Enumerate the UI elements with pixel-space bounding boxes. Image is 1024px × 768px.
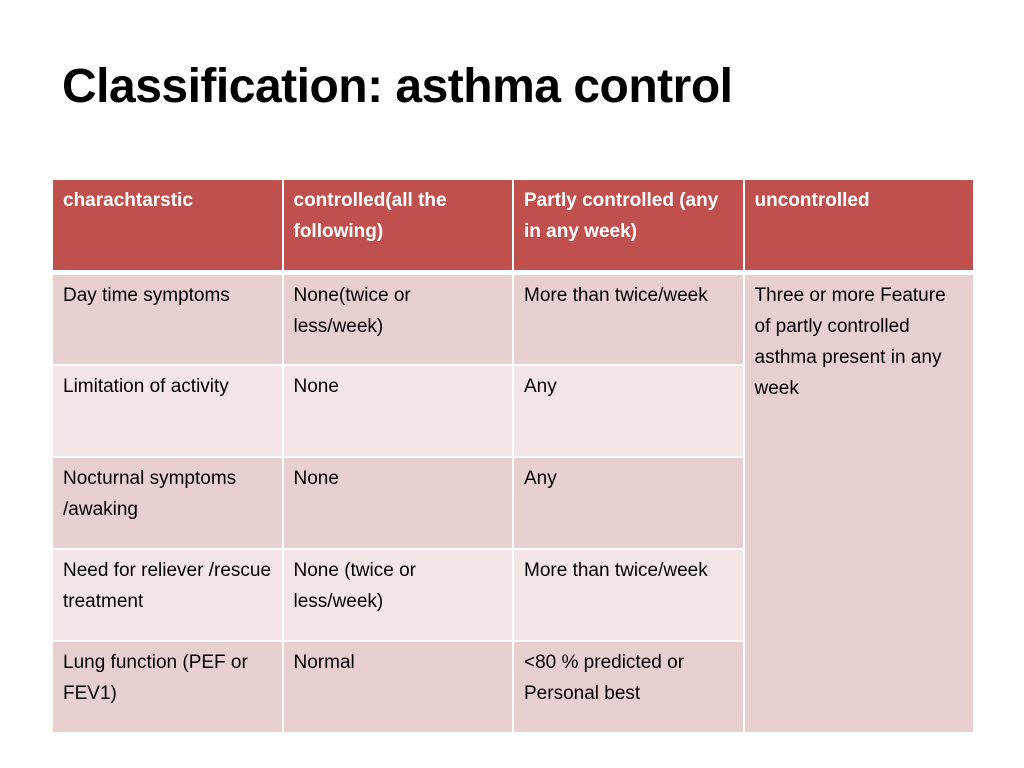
- header-characteristic: charachtarstic: [52, 179, 283, 273]
- cell-partly-controlled: Any: [513, 365, 744, 457]
- asthma-control-table: [51, 178, 975, 734]
- cell-characteristic: Need for reliever /rescue treatment: [52, 549, 283, 641]
- cell-controlled: None: [283, 365, 514, 457]
- cell-characteristic: Nocturnal symptoms /awaking: [52, 457, 283, 549]
- table-row: [52, 273, 974, 365]
- cell-controlled: None (twice or less/week): [283, 549, 514, 641]
- cell-controlled: Normal: [283, 641, 514, 733]
- cell-uncontrolled: Three or more Feature of partly controlled asthma present in any week: [744, 273, 975, 733]
- table-header-row: [52, 179, 974, 273]
- header-partly-controlled: Partly controlled (any in any week): [513, 179, 744, 273]
- header-controlled: controlled(all the following): [283, 179, 514, 273]
- header-uncontrolled: uncontrolled: [744, 179, 975, 273]
- slide-title: Classification: asthma control: [62, 60, 733, 113]
- cell-characteristic: Day time symptoms: [52, 273, 283, 365]
- cell-controlled: None: [283, 457, 514, 549]
- cell-controlled: None(twice or less/week): [283, 273, 514, 365]
- cell-partly-controlled: <80 % predicted or Personal best: [513, 641, 744, 733]
- cell-partly-controlled: Any: [513, 457, 744, 549]
- cell-partly-controlled: More than twice/week: [513, 549, 744, 641]
- cell-characteristic: Lung function (PEF or FEV1): [52, 641, 283, 733]
- cell-partly-controlled: More than twice/week: [513, 273, 744, 365]
- cell-characteristic: Limitation of activity: [52, 365, 283, 457]
